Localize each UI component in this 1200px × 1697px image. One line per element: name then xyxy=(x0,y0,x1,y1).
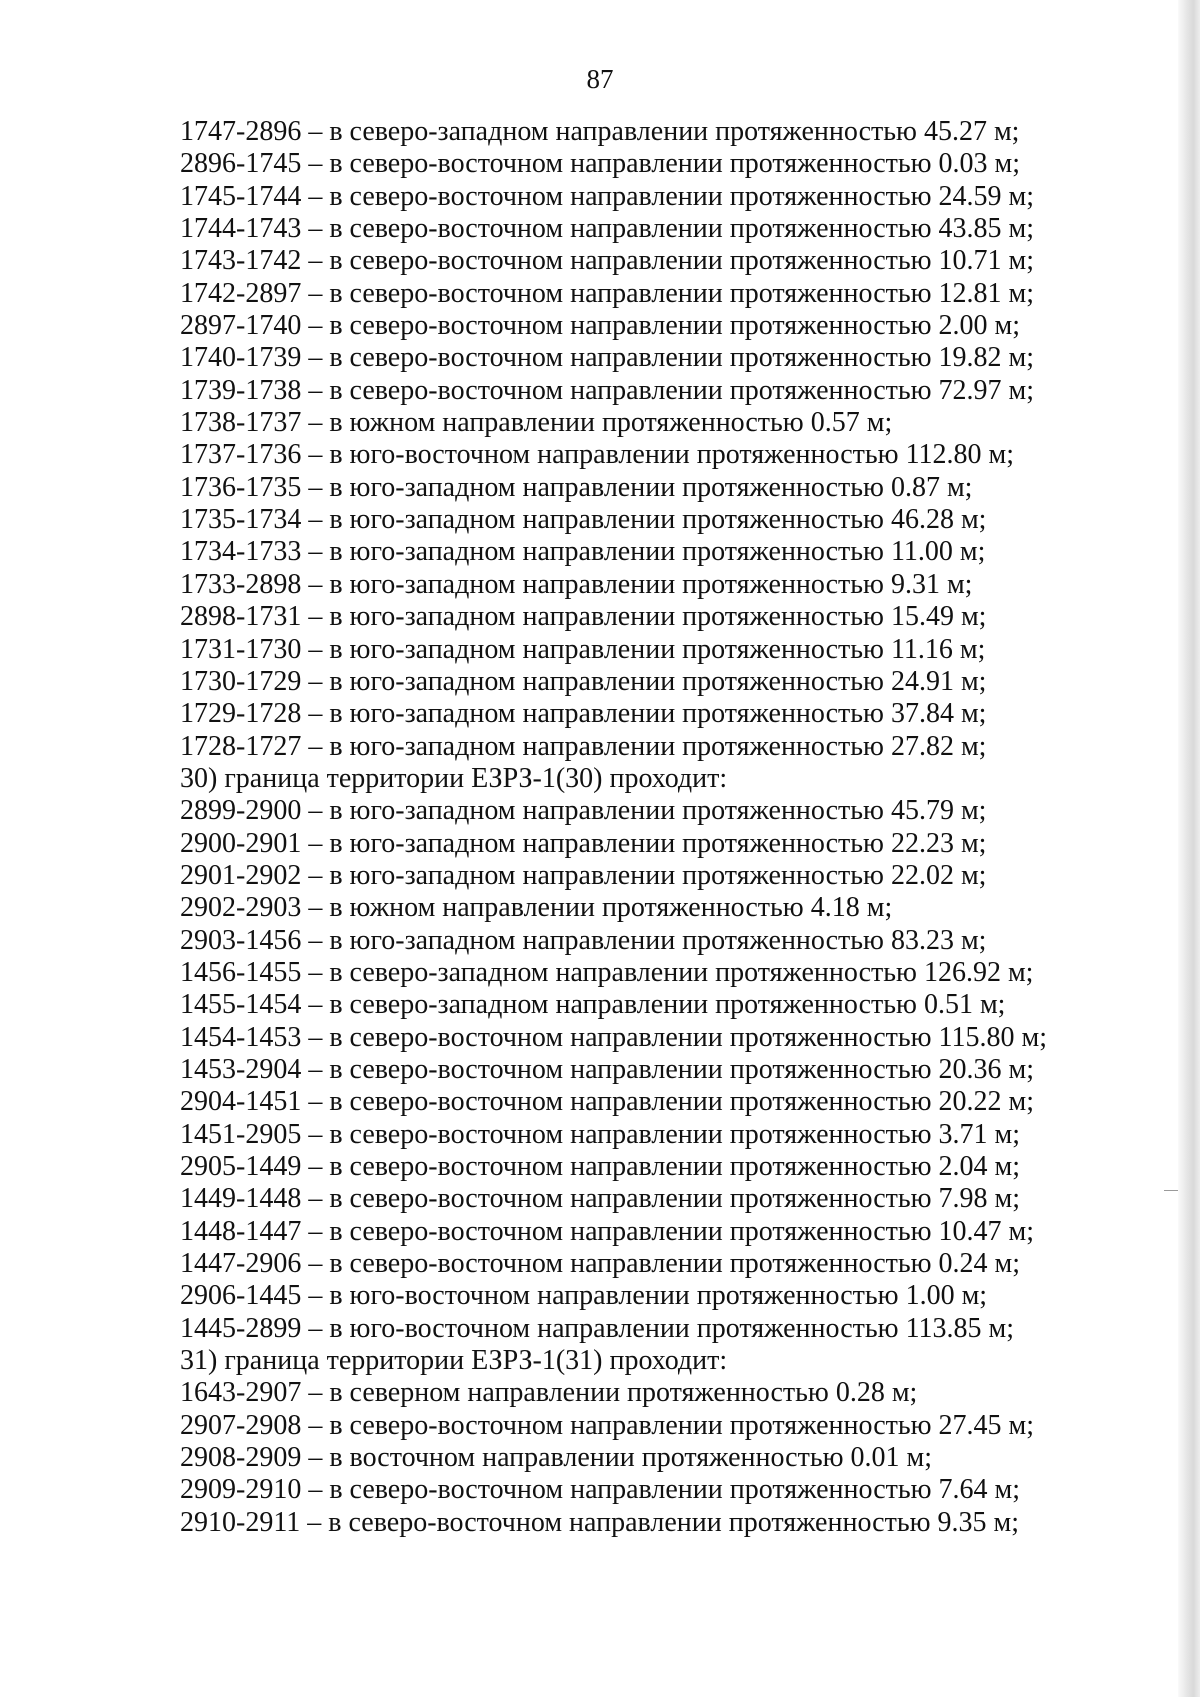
text-line: 1730-1729 – в юго-западном направлении протяженностью 24.91 м; xyxy=(180,665,987,697)
text-line: 1731-1730 – в юго-западном направлении протяженностью 11.16 м; xyxy=(180,633,986,665)
text-line: 2896-1745 – в северо-восточном направлении протяженностью 0.03 м; xyxy=(180,148,1021,180)
scan-edge-mark xyxy=(1164,1190,1178,1191)
boundary-description-list xyxy=(180,116,1140,1539)
text-line: 1744-1743 – в северо-восточном направлении протяженностью 43.85 м; xyxy=(180,213,1035,245)
text-line: 1643-2907 – в северном направлении протяженностью 0.28 м; xyxy=(180,1377,918,1409)
text-line: 31) граница территории ЕЗРЗ-1(31) проходит: xyxy=(180,1345,728,1377)
text-line: 1747-2896 – в северо-западном направлении протяженностью 45.27 м; xyxy=(180,116,1020,147)
text-line: 2909-2910 – в северо-восточном направлении протяженностью 7.64 м; xyxy=(180,1474,1021,1506)
text-line: 2900-2901 – в юго-западном направлении протяженностью 22.23 м; xyxy=(180,827,987,859)
text-line: 1733-2898 – в юго-западном направлении протяженностью 9.31 м; xyxy=(180,568,973,600)
text-line: 2902-2903 – в южном направлении протяженностью 4.18 м; xyxy=(180,892,893,924)
text-line: 1738-1737 – в южном направлении протяженностью 0.57 м; xyxy=(180,407,893,439)
text-line: 1742-2897 – в северо-восточном направлении протяженностью 12.81 м; xyxy=(180,277,1035,309)
text-line: 1447-2906 – в северо-восточном направлении протяженностью 0.24 м; xyxy=(180,1248,1021,1280)
text-line: 1739-1738 – в северо-восточном направлении протяженностью 72.97 м; xyxy=(180,374,1035,406)
text-line: 1456-1455 – в северо-западном направлении протяженностью 126.92 м; xyxy=(180,956,1034,988)
text-line: 1455-1454 – в северо-западном направлении протяженностью 0.51 м; xyxy=(180,989,1006,1021)
text-line: 1448-1447 – в северо-восточном направлении протяженностью 10.47 м; xyxy=(180,1215,1035,1247)
text-line: 1745-1744 – в северо-восточном направлении протяженностью 24.59 м; xyxy=(180,180,1035,212)
text-line: 1728-1727 – в юго-западном направлении протяженностью 27.82 м; xyxy=(180,730,987,762)
text-line: 1743-1742 – в северо-восточном направлении протяженностью 10.71 м; xyxy=(180,245,1035,277)
text-line: 2905-1449 – в северо-восточном направлении протяженностью 2.04 м; xyxy=(180,1151,1021,1182)
text-line: 1451-2905 – в северо-восточном направлении протяженностью 3.71 м; xyxy=(180,1118,1021,1150)
text-line: 2904-1451 – в северо-восточном направлении протяженностью 20.22 м; xyxy=(180,1086,1035,1118)
text-line: 2906-1445 – в юго-восточном направлении протяженностью 1.00 м; xyxy=(180,1280,988,1312)
scan-edge xyxy=(1178,0,1200,1697)
text-line: 2899-2900 – в юго-западном направлении протяженностью 45.79 м; xyxy=(180,795,987,827)
text-line: 2897-1740 – в северо-восточном направлении протяженностью 2.00 м; xyxy=(180,310,1021,342)
text-line: 1449-1448 – в северо-восточном направлении протяженностью 7.98 м; xyxy=(180,1183,1021,1215)
text-line: 2910-2911 – в северо-восточном направлении протяженностью 9.35 м; xyxy=(180,1506,1020,1538)
text-line: 1736-1735 – в юго-западном направлении протяженностью 0.87 м; xyxy=(180,471,973,503)
text-line: 2907-2908 – в северо-восточном направлении протяженностью 27.45 м; xyxy=(180,1409,1035,1441)
text-line: 2903-1456 – в юго-западном направлении протяженностью 83.23 м; xyxy=(180,924,987,956)
text-line: 1453-2904 – в северо-восточном направлении протяженностью 20.36 м; xyxy=(180,1053,1035,1085)
text-line: 1729-1728 – в юго-западном направлении протяженностью 37.84 м; xyxy=(180,698,987,730)
text-line: 1735-1734 – в юго-западном направлении протяженностью 46.28 м; xyxy=(180,504,987,536)
page-number: 87 xyxy=(586,64,614,94)
text-line: 1445-2899 – в юго-восточном направлении протяженностью 113.85 м; xyxy=(180,1312,1015,1344)
text-line: 2901-2902 – в юго-западном направлении протяженностью 22.02 м; xyxy=(180,859,987,891)
text-line: 1740-1739 – в северо-восточном направлении протяженностью 19.82 м; xyxy=(180,342,1035,374)
text-line: 1737-1736 – в юго-восточном направлении протяженностью 112.80 м; xyxy=(180,439,1015,471)
text-line: 1454-1453 – в северо-восточном направлении протяженностью 115.80 м; xyxy=(180,1021,1048,1053)
text-line: 30) граница территории ЕЗРЗ-1(30) проходит: xyxy=(180,762,728,794)
text-line: 2898-1731 – в юго-западном направлении протяженностью 15.49 м; xyxy=(180,601,987,633)
text-line: 2908-2909 – в восточном направлении протяженностью 0.01 м; xyxy=(180,1442,933,1474)
text-line: 1734-1733 – в юго-западном направлении протяженностью 11.00 м; xyxy=(180,536,986,568)
